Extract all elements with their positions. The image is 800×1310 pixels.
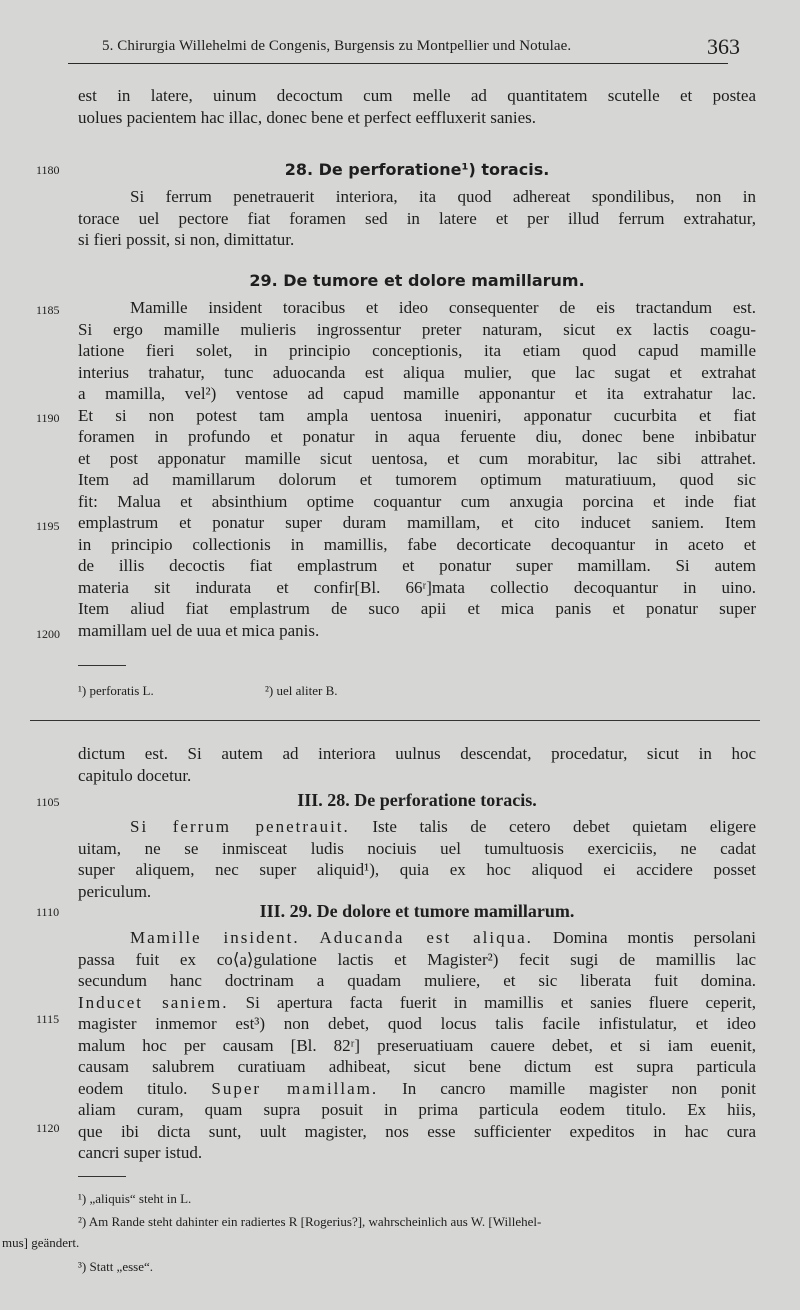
text-line: de illis decoctis fiat emplastrum et ponatur super mamillam. Si autem bbox=[78, 556, 756, 575]
line-number: 1120 bbox=[36, 1121, 60, 1135]
text-fragment: Si apertura facta fuerit in mamillis et sanies fluere ceperit, bbox=[245, 992, 756, 1012]
text-line bbox=[78, 816, 756, 838]
line-number: 1110 bbox=[36, 905, 60, 919]
line-number: 1195 bbox=[36, 519, 60, 533]
text-fragment: In cancro mamille magister non ponit bbox=[402, 1078, 756, 1098]
line-number: 1180 bbox=[36, 163, 60, 177]
text-line: materia sit indurata et confir[Bl. 66ʳ]mata collectio decoquantur in uino. bbox=[78, 577, 756, 597]
section-title: III. 28. De perforatione toracis. bbox=[297, 790, 537, 810]
footnote-rule bbox=[78, 1176, 126, 1177]
line-number: 1200 bbox=[36, 627, 60, 641]
text-line: uolues pacientem hac illac, donec bene et perfect eeffluxerit sanies. bbox=[78, 107, 536, 127]
text-line: dictum est. Si autem ad interiora uulnus descendat, procedatur, sicut in hoc bbox=[78, 744, 756, 763]
section-iii-28 bbox=[78, 782, 756, 902]
text-line: a mamilla, vel²) ventose ad capud mamille apponantur et ita extrahatur lac. bbox=[78, 384, 756, 403]
text-line: Item ad mamillarum dolorum et tumorem optimum maturatiuum, quod sic bbox=[78, 470, 756, 489]
text-line: fit: Malua et absinthium optime coquantur cum anxugia porcina et inde fiat bbox=[78, 491, 756, 511]
section-iii-29 bbox=[78, 893, 756, 1164]
text-line: emplastrum et ponatur super duram mamillam, et cito inducet saniem. Item bbox=[78, 513, 756, 532]
text-line: latione fieri solet, in principio conceptionis, ita etiam quod capud mamille bbox=[78, 341, 756, 360]
text-line bbox=[78, 992, 756, 1014]
lemma: Mamille insident. bbox=[130, 928, 300, 947]
header-rule bbox=[68, 63, 728, 64]
text-line: passa fuit ex co⟨a⟩gulatione lactis et Magister²) fecit sugi de mamillis lac bbox=[78, 949, 756, 969]
page-header bbox=[40, 30, 760, 64]
footnote-rule bbox=[78, 665, 126, 666]
section-divider bbox=[30, 720, 760, 721]
text-line: uitam, ne se inmisceat ludis nociuis uel tumultuosis exerciciis, ne cadat bbox=[78, 838, 756, 858]
text-line: que ibi dicta sunt, uult magister, nos esse sufficienter expeditos in hac cura bbox=[78, 1121, 756, 1141]
top-text-block bbox=[78, 85, 756, 128]
text-line: si fieri possit, si non, dimittatur. bbox=[78, 230, 295, 249]
text-line: Mamille insident toracibus et ideo consequenter de eis tractandum est. bbox=[130, 298, 756, 317]
text-line: periculum. bbox=[78, 881, 152, 901]
text-fragment: eodem titulo. bbox=[78, 1078, 188, 1098]
line-number: 1185 bbox=[36, 303, 60, 317]
line-number: 1115 bbox=[36, 1012, 60, 1026]
bottom-text-block bbox=[78, 743, 756, 786]
text-line: in principio collectionis in mamillis, fabe decorticate decoquantur in aceto et bbox=[78, 534, 756, 554]
text-line: et post apponatur mamille sicut uentosa, et cum morabitur, lac sibi attrahet. bbox=[78, 448, 756, 468]
text-line: Si ferrum penetrauerit interiora, ita quod adhereat spondilibus, non in bbox=[130, 187, 756, 206]
text-line: causam salubrem curatiuam adhibeat, sicut bene dictum est supra particula bbox=[78, 1057, 756, 1076]
footnote: ³) Statt „esse“. bbox=[78, 1259, 154, 1274]
lemma: Aducanda est aliqua. bbox=[319, 928, 533, 947]
section-title: 28. De perforatione¹) toracis. bbox=[284, 160, 550, 179]
section-title: 29. De tumore et dolore mamillarum. bbox=[249, 271, 585, 290]
page-number: 363 bbox=[707, 34, 740, 59]
footnote: ¹) „aliquis“ steht in L. bbox=[78, 1191, 192, 1206]
text-line: Item aliud fiat emplastrum de suco apii et mica panis et ponatur super bbox=[78, 599, 756, 618]
running-head: 5. Chirurgia Willehelmi de Congenis, Burgensis zu Montpellier und Notulae. bbox=[102, 38, 572, 54]
text-line: magister inmemor est³) non debet, quod locus talis facile infistulatur, et ideo bbox=[78, 1014, 756, 1033]
text-line: super aliquem, nec super aliquid¹), quia ex hoc aliquod ei accidere posset bbox=[78, 860, 756, 879]
section-title: III. 29. De dolore et tumore mamillarum. bbox=[259, 901, 575, 921]
text-line: malum hoc per causam [Bl. 82ʳ] preseruatiuam cauere debet, et si iam euenit, bbox=[78, 1035, 756, 1055]
section-28 bbox=[78, 152, 756, 251]
text-line: est in latere, uinum decoctum cum melle ad quantitatem scutelle et postea bbox=[78, 86, 756, 105]
lemma: Super mamillam. bbox=[211, 1078, 379, 1098]
text-line: torace uel pectore fiat foramen sed in latere et per illud ferrum extrahatur, bbox=[78, 208, 756, 228]
text-line: mamillam uel de uua et mica panis. bbox=[78, 620, 320, 640]
text-line: foramen in profundo et ponatur in aqua feruente diu, donec bene inbibatur bbox=[78, 427, 756, 446]
lemma: Inducet saniem. bbox=[78, 992, 229, 1012]
text-line: aliam curam, quam supra posuit in prima particula eodem titulo. Ex hiis, bbox=[78, 1100, 756, 1119]
text-line bbox=[78, 927, 756, 949]
text-line: Et si non potest tam ampla uentosa inueniri, apponatur cucurbita et fiat bbox=[78, 405, 756, 425]
text-fragment: Iste talis de cetero debet quietam eligere bbox=[372, 817, 757, 836]
line-number: 1105 bbox=[36, 795, 60, 809]
footnote: ²) uel aliter B. bbox=[265, 683, 338, 698]
text-line bbox=[78, 1078, 756, 1100]
lemma: Si ferrum penetrauit. bbox=[130, 817, 350, 836]
text-fragment: Domina montis persolani bbox=[552, 928, 756, 947]
text-line: secundum hanc doctrinam a quadam muliere, et sic liberata fuit domina. bbox=[78, 971, 756, 990]
footnote: mus] geändert. bbox=[2, 1235, 80, 1250]
footnote: ²) Am Rande steht dahinter ein radiertes R [Rogerius?], wahrscheinlich aus W. [Willehel- bbox=[78, 1214, 542, 1229]
text-line: cancri super istud. bbox=[78, 1143, 203, 1162]
text-line: capitulo docetur. bbox=[78, 765, 192, 785]
text-line: interius trahatur, tunc aduocanda est aliqua mulier, que lac sugat et extrahat bbox=[78, 362, 756, 382]
section-29 bbox=[78, 263, 756, 641]
text-line: Si ergo mamille mulieris ingrossentur preter naturam, sicut ex lactis coagu- bbox=[78, 319, 756, 339]
footnote: ¹) perforatis L. bbox=[78, 683, 154, 698]
line-number: 1190 bbox=[36, 411, 60, 425]
